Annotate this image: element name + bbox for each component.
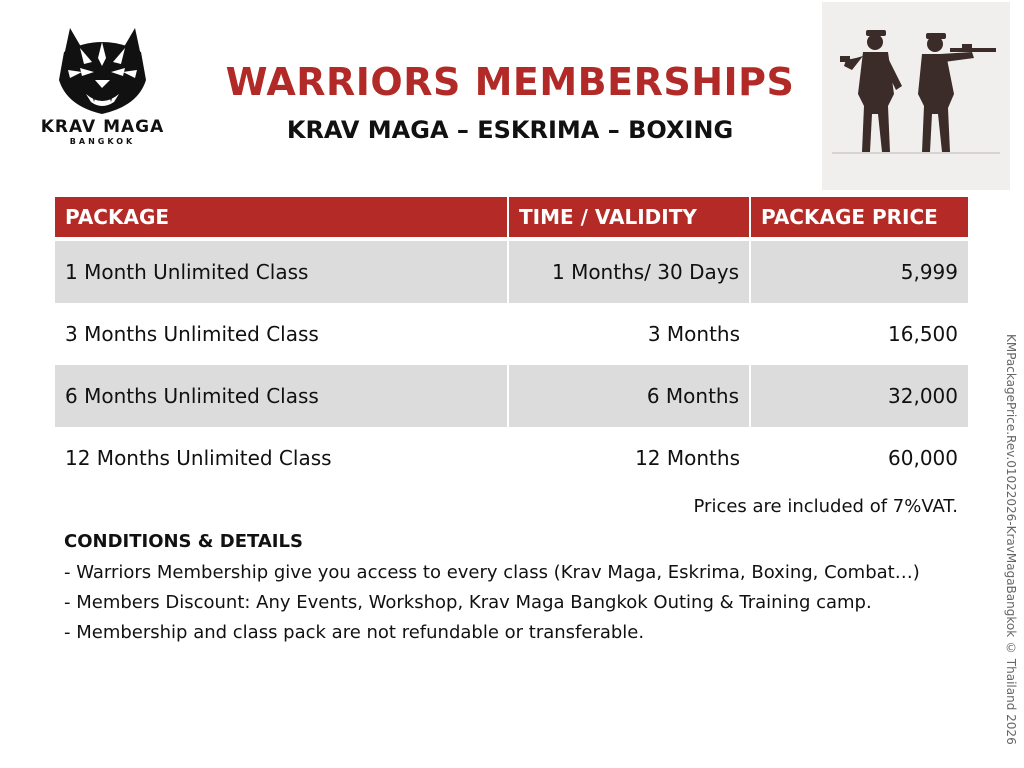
column-header-package: PACKAGE bbox=[55, 197, 508, 239]
package-price: 16,500 bbox=[888, 322, 958, 346]
vat-note: Prices are included of 7%VAT. bbox=[693, 496, 958, 517]
table-header-row bbox=[55, 197, 968, 239]
package-name: 6 Months Unlimited Class bbox=[55, 365, 508, 427]
table-row bbox=[55, 365, 968, 427]
logo-subtext: BANGKOK bbox=[69, 137, 136, 146]
package-price: 60,000 bbox=[888, 446, 958, 470]
package-name: 3 Months Unlimited Class bbox=[65, 322, 319, 346]
tiger-head-icon bbox=[40, 22, 165, 118]
column-header-price: PACKAGE PRICE bbox=[750, 197, 968, 239]
soldiers-silhouette-icon bbox=[822, 2, 1010, 190]
column-header-validity: TIME / VALIDITY bbox=[508, 197, 750, 239]
soldiers-photo bbox=[822, 2, 1010, 190]
page-subtitle: KRAV MAGA – ESKRIMA – BOXING bbox=[286, 116, 734, 144]
table-row bbox=[55, 239, 968, 303]
logo-text: KRAV MAGA bbox=[40, 117, 165, 137]
package-validity: 6 Months bbox=[508, 365, 750, 427]
package-price: 32,000 bbox=[750, 365, 968, 427]
package-price: 5,999 bbox=[750, 239, 968, 303]
package-name: 1 Month Unlimited Class bbox=[55, 239, 508, 303]
brand-logo bbox=[40, 22, 165, 150]
document-revision-note: KMPackagePrice.Rev.01022026-KravMagaBangkok © Thailand 2026 bbox=[1004, 334, 1018, 745]
table-row bbox=[55, 427, 968, 489]
conditions-title: CONDITIONS & DETAILS bbox=[64, 531, 303, 552]
package-name: 12 Months Unlimited Class bbox=[65, 446, 332, 470]
condition-item: - Members Discount: Any Events, Workshop, Krav Maga Bangkok Outing & Training camp. bbox=[64, 592, 872, 613]
package-validity: 12 Months bbox=[635, 446, 740, 470]
package-validity: 3 Months bbox=[647, 322, 740, 346]
condition-item: - Warriors Membership give you access to every class (Krav Maga, Eskrima, Boxing, Combat…) bbox=[64, 562, 920, 583]
page-title: WARRIORS MEMBERSHIPS bbox=[225, 60, 795, 104]
conditions-list bbox=[64, 558, 920, 648]
table-row bbox=[55, 303, 968, 365]
package-validity: 1 Months/ 30 Days bbox=[508, 239, 750, 303]
condition-item: - Membership and class pack are not refundable or transferable. bbox=[64, 622, 645, 643]
packages-table bbox=[55, 197, 968, 489]
